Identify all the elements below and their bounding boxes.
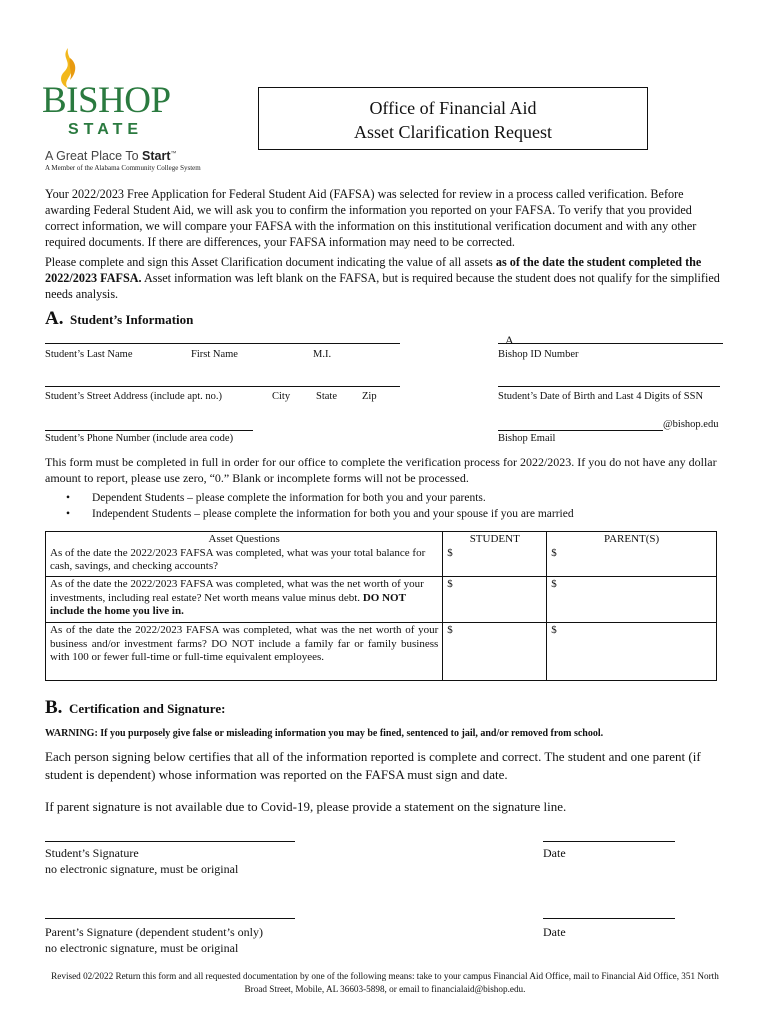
state-label: State	[316, 391, 337, 402]
parent-signature-label: Parent’s Signature (dependent student’s only)	[45, 925, 263, 939]
city-label: City	[272, 391, 291, 402]
asset-questions-header: Asset Questions	[46, 532, 443, 547]
parent-signature-line[interactable]	[45, 918, 295, 919]
name-field-line[interactable]	[45, 343, 400, 344]
form-title: Asset Clarification Request	[354, 122, 552, 142]
zip-label: Zip	[362, 391, 377, 402]
completion-notice: This form must be completed in full in order for our office to complete the verification process for 2022/2023. If you do not have any dollar amount to report, please use zero, “0.” Blank or incomplete forms will not be processed.	[45, 455, 717, 485]
question-investments: As of the date the 2022/2023 FAFSA was completed, what was the net worth of your investments, including real estate? Net worth means value minus debt. DO NOT include the home you live in.	[46, 577, 443, 623]
parent-column	[547, 532, 717, 577]
certification-text: Each person signing below certifies that all of the information reported is complete and correct. The student and one parent (if student is dependent) whose information was reported on the FAFSA must sign and date.	[45, 749, 701, 782]
logo-tagline: A Great Place To Start™	[45, 149, 177, 163]
warning-text: WARNING: If you purposely give false or misleading information you may be fined, sentenced to jail, and/or removed from school.	[45, 728, 604, 739]
student-signature-line[interactable]	[45, 841, 295, 842]
independent-instruction: Independent Students – please complete the information for both you and your spouse if you are married	[92, 508, 574, 520]
bishop-id-label: Bishop ID Number	[498, 349, 579, 360]
table-header-row	[46, 532, 717, 547]
student-date-label: Date	[543, 846, 566, 860]
phone-label: Student’s Phone Number (include area code)	[45, 433, 234, 444]
student-business-input[interactable]: $	[443, 623, 547, 681]
table-row	[46, 577, 717, 623]
last-name-label: Student’s Last Name	[45, 349, 133, 360]
logo-subtitle: STATE	[68, 121, 144, 138]
question-business: As of the date the 2022/2023 FAFSA was completed, what was the net worth of your business and/or investment farms? DO NOT include a family far or family business with 100 or fewer full-time or full-time equivalent employees.	[46, 623, 443, 681]
intro-paragraph: Your 2022/2023 Free Application for Federal Student Aid (FAFSA) was selected for review in a process called verification. Before awarding Federal Student Aid, we will ask you to confirm the information you reported on your FAFSA. To verify that you provided correct information, we will compare your FAFSA with the information on this institutional verification document and with any other required documents. If there are differences, your FAFSA information may need to be corrected.	[45, 187, 697, 249]
parent-cash-input[interactable]: $	[551, 546, 557, 559]
email-label: Bishop Email	[498, 433, 556, 444]
parent-no-electronic-note: no electronic signature, must be original	[45, 941, 239, 955]
student-date-line[interactable]	[543, 841, 675, 842]
phone-field-line[interactable]	[45, 430, 253, 431]
title-box	[258, 87, 648, 150]
student-investments-input[interactable]: $	[443, 577, 547, 623]
dob-field-line[interactable]	[498, 386, 720, 387]
first-name-label: First Name	[191, 349, 238, 360]
id-prefix: A	[505, 333, 514, 347]
address-field-line[interactable]	[45, 386, 400, 387]
section-a-heading: A. Student’s Information	[45, 308, 194, 329]
dependent-instruction: Dependent Students – please complete the information for both you and your parents.	[92, 492, 486, 504]
office-title: Office of Financial Aid	[369, 98, 537, 118]
question-cash: As of the date the 2022/2023 FAFSA was completed, what was your total balance for cash, savings, and checking accounts?	[46, 547, 443, 577]
bullet-icon: •	[66, 508, 71, 520]
member-statement: A Member of the Alabama Community College System	[45, 164, 201, 172]
logo-wordmark: BISHOP	[42, 80, 171, 121]
table-row	[46, 623, 717, 681]
parent-header: PARENT(S)	[603, 533, 660, 545]
parent-date-label: Date	[543, 925, 566, 939]
student-column	[443, 532, 547, 577]
parent-date-line[interactable]	[543, 918, 675, 919]
parent-business-input[interactable]: $	[547, 623, 717, 681]
student-no-electronic-note: no electronic signature, must be original	[45, 862, 239, 876]
mi-label: M.I.	[313, 349, 332, 360]
bishop-id-field-line[interactable]	[498, 343, 723, 344]
street-label: Student’s Street Address (include apt. no.)	[45, 391, 223, 402]
email-suffix: @bishop.edu	[663, 419, 719, 430]
bullet-icon: •	[66, 492, 71, 504]
parent-investments-input[interactable]: $	[547, 577, 717, 623]
student-cash-input[interactable]: $	[447, 546, 453, 559]
footer-note: Revised 02/2022 Return this form and all requested documentation by one of the following means: take to your campus Financial Aid Office, mail to Financial Aid Office, 351 North Broad Street, Mobile, AL 36603-5898, or email to financialaid@bishop.edu.	[51, 971, 719, 994]
section-b-heading: B. Certification and Signature:	[45, 697, 226, 718]
instructions-paragraph: Please complete and sign this Asset Clarification document indicating the value of all assets as of the date the student completed the 2022/2023 FAFSA. Asset information was left blank on the FAFSA, but is required because the student does not qualify for the simplified needs analysis.	[45, 255, 720, 301]
asset-table	[45, 531, 717, 681]
email-field-line[interactable]	[498, 430, 663, 431]
covid-note: If parent signature is not available due to Covid-19, please provide a statement on the signature line.	[45, 799, 567, 814]
student-header: STUDENT	[469, 533, 520, 545]
dob-label: Student’s Date of Birth and Last 4 Digits of SSN	[498, 391, 704, 402]
student-signature-label: Student’s Signature	[45, 846, 139, 860]
